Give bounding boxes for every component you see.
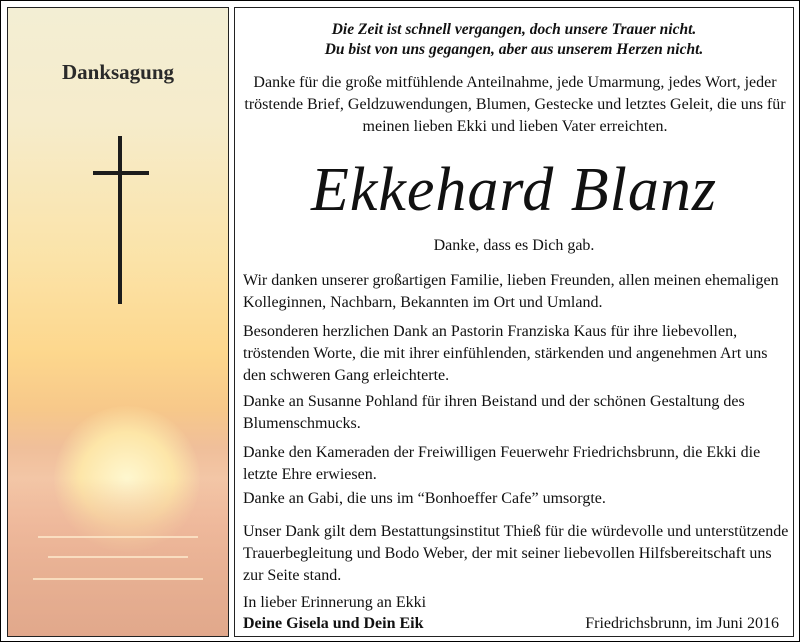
subline: Danke, dass es Dich gab. bbox=[433, 237, 595, 254]
thanks-paragraph: Danke an Susanne Pohland für ihren Beistand und der schönen Gestaltung des Blumenschmucks. bbox=[243, 393, 745, 432]
intro-text: Danke für die große mitfühlende Anteilnahme, jede Umarmung, jedes Wort, jeder tröstende Brief, Geldzuwendungen, Blumen, Gestecke und letztes Geleit, die uns für meinen lieben Ekki und lieben Vater erreichten. bbox=[244, 74, 786, 135]
water-glint bbox=[48, 556, 188, 558]
water-glint bbox=[38, 536, 198, 538]
motto-line: Du bist von uns gegangen, aber aus unserem Herzen nicht. bbox=[324, 41, 704, 58]
thanks-paragraph: Danke den Kameraden der Freiwilligen Feuerwehr Friedrichsbrunn, die Ekki die letzte Ehre erwiesen. bbox=[243, 444, 761, 483]
cross-icon bbox=[93, 136, 149, 304]
deceased-name: Ekkehard Blanz bbox=[311, 156, 717, 224]
motto-line: Die Zeit ist schnell vergangen, doch unsere Trauer nicht. bbox=[331, 21, 697, 38]
signature: Deine Gisela und Dein Eik bbox=[243, 615, 424, 632]
thanks-paragraph: Wir danken unserer großartigen Familie, lieben Freunden, allen meinen ehemaligen Kolleginnen, Nachbarn, Bekannten im Ort und Umland. bbox=[243, 272, 779, 311]
water-glint bbox=[33, 578, 203, 580]
closing-line: In lieber Erinnerung an Ekki bbox=[243, 594, 427, 611]
thanks-paragraph: Unser Dank gilt dem Bestattungsinstitut Thieß für die würdevolle und unterstützende Trauerbegleitung und Bodo Weber, der mit seiner liebevollen Hilfsbereitschaft uns zur Seite stand. bbox=[243, 523, 789, 584]
text-panel bbox=[234, 7, 794, 637]
thanks-paragraph: Besonderen herzlichen Dank an Pastorin Franziska Kaus für ihre liebevollen, tröstenden Worte, die mit ihrer einfühlenden, stärkenden und angenehmen Art uns den schweren Gang erleichterte. bbox=[243, 323, 768, 384]
closing-block bbox=[243, 592, 426, 634]
thanks-paragraph: Danke an Gabi, die uns im “Bonhoeffer Cafe” umsorgte. bbox=[243, 490, 606, 507]
motto bbox=[235, 20, 793, 60]
side-title: Danksagung bbox=[61, 60, 175, 84]
sunset-side-panel bbox=[7, 7, 229, 637]
place-date: Friedrichsbrunn, im Juni 2016 bbox=[585, 615, 779, 632]
